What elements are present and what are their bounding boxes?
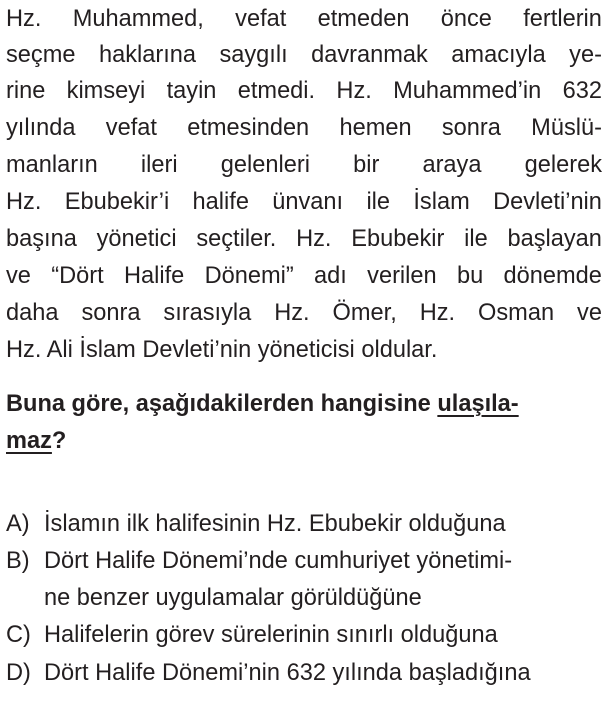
passage-word: Hz. — [274, 300, 310, 326]
passage-word: Müslü- — [531, 115, 602, 141]
passage-word: Hz. — [336, 78, 372, 104]
question-underlined-2: maz — [6, 428, 52, 454]
passage-word: davranmak — [311, 42, 428, 68]
passage-word: bu — [456, 263, 484, 289]
passage-line-1 — [6, 2, 602, 36]
passage-word: manların — [6, 152, 98, 178]
passage-word: Muhammed, — [72, 6, 204, 32]
option-d[interactable] — [6, 656, 531, 690]
passage-word: Dönemi” — [204, 263, 294, 289]
passage-line-2 — [6, 38, 602, 72]
option-c-letter: C) — [6, 622, 31, 648]
option-a-letter: A) — [6, 511, 30, 537]
option-b-continuation: ne benzer uygulamalar görüldüğüne — [44, 585, 422, 611]
passage-word: ile — [366, 189, 391, 215]
passage-word: ileri — [140, 152, 178, 178]
option-c-text: Halifelerin görev sürelerinin sınırlı olduğuna — [44, 622, 498, 648]
passage-word: Hz. — [296, 226, 332, 252]
passage-word: gelerek — [524, 152, 602, 178]
passage-word: başına — [6, 226, 77, 252]
passage-line-3 — [6, 74, 602, 108]
passage-word: vefat — [105, 115, 157, 141]
passage-line-8 — [6, 259, 602, 293]
passage-word: adı — [314, 263, 347, 289]
option-d-text: Dört Halife Dönemi’nin 632 yılında başladığına — [44, 660, 531, 686]
option-b[interactable] — [6, 544, 512, 578]
passage-word: Hz. — [6, 189, 42, 215]
passage-line-6 — [6, 185, 602, 219]
passage-line-9 — [6, 296, 602, 330]
question-line-1 — [6, 387, 602, 421]
passage-word: Hz. — [419, 300, 456, 326]
passage-word: “Dört — [51, 263, 104, 289]
passage-word: bir — [353, 152, 380, 178]
option-a-text: İslamın ilk halifesinin Hz. Ebubekir olduğuna — [44, 511, 506, 537]
passage-word: ünvanı — [272, 189, 344, 215]
passage-word: önce — [440, 6, 492, 32]
passage-line-7 — [6, 222, 602, 256]
passage-word: araya — [422, 152, 482, 178]
passage-word: yönetici — [96, 226, 177, 252]
passage-word: hemen — [339, 115, 412, 141]
passage-word: ve — [6, 263, 31, 289]
passage-word: tayin — [166, 78, 217, 104]
passage-word: Halife — [123, 263, 185, 289]
passage-word: Ömer, — [332, 300, 397, 326]
passage-line-4 — [6, 111, 602, 145]
question-text: Buna göre, aşağıdakilerden hangisine — [6, 391, 438, 417]
passage-word: Hz. — [6, 6, 42, 32]
passage-word: halife — [192, 189, 249, 215]
passage-word: seçtiler. — [196, 226, 277, 252]
passage-word: Ebubekir — [351, 226, 445, 252]
passage-line-5 — [6, 148, 602, 182]
passage-line-10: Hz. Ali İslam Devleti’nin yöneticisi oldular. — [6, 337, 438, 363]
passage-word: sonra — [441, 115, 501, 141]
option-a[interactable] — [6, 507, 506, 541]
passage-word: Ebubekir’i — [64, 189, 170, 215]
passage-word: vefat — [235, 6, 287, 32]
passage-word: fertlerin — [523, 6, 602, 32]
passage-word: 632 — [562, 78, 602, 104]
passage-word: verilen — [367, 263, 437, 289]
passage-word: daha — [6, 300, 59, 326]
passage-word: sırasıyla — [163, 300, 252, 326]
passage-word: Devleti’nin — [493, 189, 602, 215]
option-c[interactable] — [6, 618, 498, 652]
question-underlined-1: ulaşıla- — [437, 391, 519, 417]
passage-word: kimseyi — [66, 78, 146, 104]
passage-word: rine — [6, 78, 46, 104]
passage-word: etmedi. — [237, 78, 316, 104]
passage-word: etmesinden — [187, 115, 310, 141]
passage-word: amacıyla — [451, 42, 546, 68]
passage-word: başlayan — [507, 226, 602, 252]
passage-word: dönemde — [503, 263, 602, 289]
option-b-text: Dört Halife Dönemi’nde cumhuriyet yönetimi- — [44, 548, 513, 574]
passage-word: ye- — [569, 42, 602, 68]
passage-word: seçme — [6, 42, 76, 68]
passage-word: Osman — [478, 300, 555, 326]
passage-word: ile — [464, 226, 488, 252]
passage-word: sonra — [81, 300, 141, 326]
question-line-2 — [6, 424, 602, 458]
option-d-letter: D) — [6, 660, 31, 686]
passage-word: etmeden — [317, 6, 410, 32]
passage-word: ve — [577, 300, 602, 326]
passage-word: saygılı — [219, 42, 288, 68]
passage-word: gelenleri — [220, 152, 310, 178]
passage-word: İslam — [413, 189, 470, 215]
passage-word: yılında — [6, 115, 76, 141]
question-mark: ? — [51, 428, 67, 454]
passage-word: haklarına — [98, 42, 197, 68]
option-b-letter: B) — [6, 548, 30, 574]
passage-word: Muhammed’in — [393, 78, 542, 104]
